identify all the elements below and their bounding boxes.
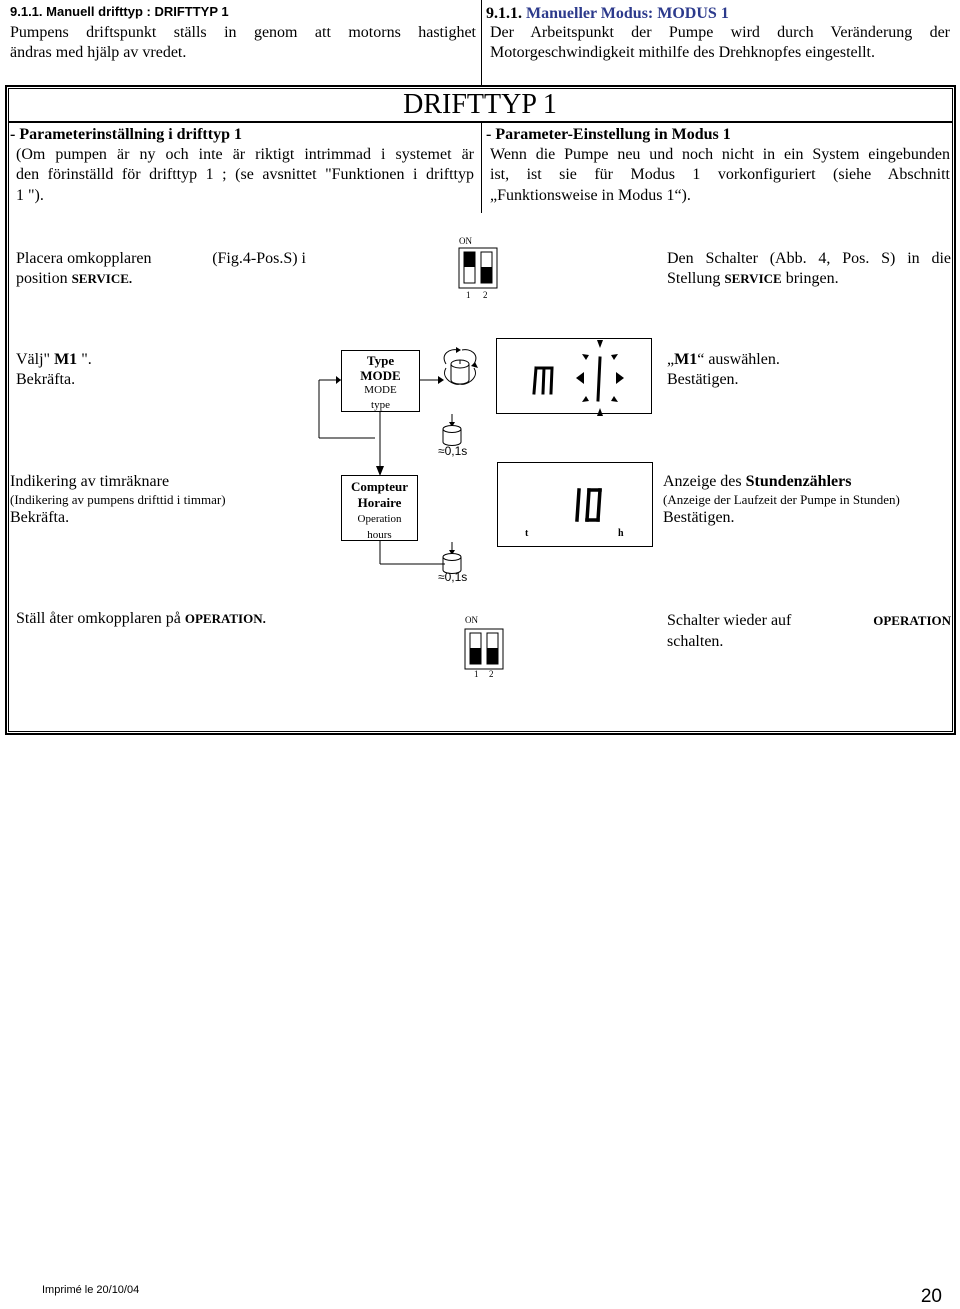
step4-sv-a: Ställ åter omkopplaren på xyxy=(16,610,185,627)
step2-de-quote: „ xyxy=(667,351,675,368)
lcd-m1-text: M 1 xyxy=(496,338,498,339)
lcd-t-label: t xyxy=(525,528,529,539)
step2-sv-a: Välj" xyxy=(16,351,55,368)
step3-de-line1b: Stundenzählers xyxy=(745,473,852,490)
step4-de xyxy=(667,610,951,652)
step4-sv xyxy=(16,610,266,628)
lcd-h-label: h xyxy=(618,528,624,539)
heading-sv: 9.1.1. Manuell drifttyp : DRIFTTYP 1 xyxy=(10,4,229,19)
step1-de-line2c: bringen. xyxy=(781,270,839,287)
lcd-display-m1 xyxy=(496,338,652,418)
step1-sv-line2a: position xyxy=(16,270,72,287)
step1-sv-service: SERVICE. xyxy=(71,271,133,286)
step2-sv xyxy=(16,350,92,390)
step4-de-line1a: Schalter wieder auf xyxy=(667,612,792,629)
step1-sv-ref: (Fig.4-Pos.S) i xyxy=(212,250,306,267)
mode-box-line3: MODE xyxy=(364,384,397,396)
switch-1-label-2: 1 xyxy=(474,669,479,679)
lcd-display-hours xyxy=(497,462,653,548)
step1-de-service: SERVICE xyxy=(724,271,782,286)
step3-de xyxy=(663,472,900,528)
switch-1-lever xyxy=(464,252,475,267)
param-sv-line1: (Om pumpen är ny och inte är riktigt intrimmad i systemet är xyxy=(16,146,474,163)
step3-sv-line1: Indikering av timräknare xyxy=(10,473,170,490)
intro-de-line1: Der Arbeitspunkt der Pumpe wird durch Veränderung der xyxy=(490,24,950,41)
hours-box xyxy=(341,475,418,541)
param-de-heading: - Parameter-Einstellung in Modus 1 xyxy=(486,126,731,143)
param-sv-heading: - Parameterinställning i drifttyp 1 xyxy=(10,126,242,143)
mode-box-line4: type xyxy=(371,399,390,411)
heading-de-title: Manueller Modus: MODUS 1 xyxy=(522,5,729,22)
step1-de-line2a: Stellung xyxy=(667,270,725,287)
page-number: 20 xyxy=(920,1286,942,1307)
lcd-frame xyxy=(497,339,652,414)
lcd-frame-hours xyxy=(498,463,653,547)
column-divider-params xyxy=(481,121,482,213)
step1-de-line1: Den Schalter (Abb. 4, Pos. S) in die xyxy=(667,250,951,267)
step3-sv-line2: (Indikering av pumpens drifttid i timmar) xyxy=(10,492,226,507)
press-icon-1 xyxy=(438,412,472,448)
step3-de-line2: (Anzeige der Laufzeit der Pumpe in Stunden) xyxy=(663,492,900,507)
intro-sv-line1: Pumpens driftspunkt ställs in genom att motorns hastighet xyxy=(10,24,476,41)
step4-sv-operation: OPERATION. xyxy=(184,611,266,626)
step3-de-line3: Bestätigen. xyxy=(663,509,735,526)
param-sv-line3: 1 "). xyxy=(16,187,44,204)
hours-box-line2: Horaire xyxy=(357,495,402,510)
step2-sv-c: ". xyxy=(77,351,92,368)
step2-de-m1: M1 xyxy=(674,351,698,368)
param-sv-line2: den förinställd för drifttyp 1 ; (se avsnittet "Funktionen i drifttyp xyxy=(16,166,474,183)
step2-de-rest: “ auswählen. xyxy=(697,351,780,368)
switch-2-label: 2 xyxy=(483,290,488,300)
step1-de xyxy=(667,249,951,289)
param-de-line1: Wenn die Pumpe neu und noch nicht in ein System eingebunden xyxy=(490,146,950,163)
param-de-line2: ist, ist sie für Modus 1 vorkonfiguriert (siehe Abschnitt xyxy=(490,166,950,183)
step3-sv xyxy=(10,472,226,528)
press-duration-2: ≈0,1s xyxy=(438,570,468,584)
switch-2-lever xyxy=(481,267,492,283)
step3-de-line1a: Anzeige des xyxy=(663,473,746,490)
main-title: DRIFTTYP 1 xyxy=(403,89,557,120)
heading-de xyxy=(486,5,729,23)
mode-box-line1: Type xyxy=(366,353,395,368)
switch-1-lever-2 xyxy=(470,648,481,664)
heading-de-number: 9.1.1. xyxy=(486,5,522,22)
step1-sv-line1: Placera omkopplaren xyxy=(16,250,152,267)
param-de-line3: „Funktionsweise in Modus 1“). xyxy=(490,187,691,204)
step2-de xyxy=(667,350,780,390)
step4-de-line2: schalten. xyxy=(667,633,724,650)
print-date: Imprimé le 20/10/04 xyxy=(42,1284,140,1296)
hours-box-line4: hours xyxy=(367,529,392,541)
hours-box-line3: Operation xyxy=(357,513,402,525)
switch-on-label-2: ON xyxy=(465,615,478,625)
hours-box-line1: Compteur xyxy=(350,479,409,494)
step4-de-operation: OPERATION xyxy=(873,613,951,628)
step2-de-confirm: Bestätigen. xyxy=(667,371,739,388)
dip-switch-service xyxy=(450,232,510,302)
intro-sv-line2: ändras med hjälp av vredet. xyxy=(10,44,187,61)
lcd-10-text: 10 xyxy=(497,462,498,463)
dip-switch-operation xyxy=(456,611,516,681)
step1-sv xyxy=(16,249,306,289)
step2-sv-confirm: Bekräfta. xyxy=(16,371,76,388)
step3-sv-line3: Bekräfta. xyxy=(10,509,70,526)
switch-1-label: 1 xyxy=(466,290,471,300)
column-divider-top xyxy=(481,0,482,86)
intro-de-line2: Motorgeschwindigkeit mithilfe des Drehknopfes eingestellt. xyxy=(490,44,875,61)
switch-2-label-2: 2 xyxy=(489,669,494,679)
switch-2-lever-2 xyxy=(487,648,498,664)
switch-on-label: ON xyxy=(459,236,472,246)
press-duration-1: ≈0,1s xyxy=(438,444,468,458)
step2-sv-m1: M1 xyxy=(54,351,78,368)
mode-box-line2: MODE xyxy=(360,368,401,383)
